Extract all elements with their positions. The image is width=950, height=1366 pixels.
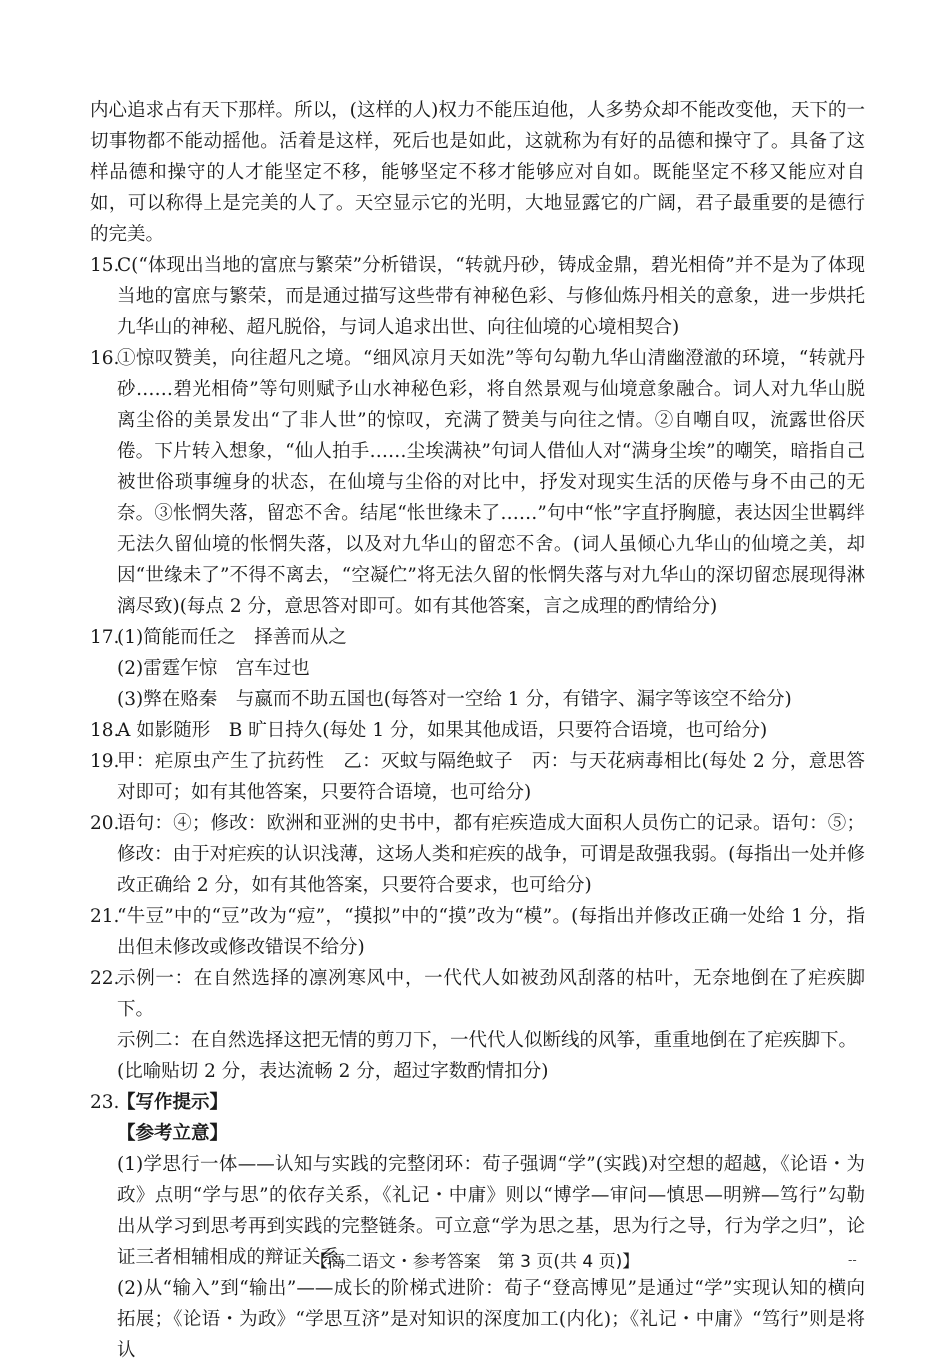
page-content (90, 95, 865, 1366)
answer-text: 语句：④；修改：欧洲和亚洲的史书中，都有疟疾造成大面积人员伤亡的记录。语句：⑤；修改：由于对疟疾的认识浅薄，这场人类和疟疾的战争，可谓是敌强我弱。(每指出一处并修改正确给 2 分，如有其他答案，只要符合要求，也可给分) (117, 813, 865, 896)
answer-line: (3)弊在赂秦 与嬴而不助五国也(每答对一空给 1 分，有错字、漏字等该空不给分) (117, 689, 792, 710)
item-number: 23. (90, 1092, 120, 1113)
item-number: 20. (90, 813, 120, 834)
corner-mark: -- (848, 1253, 857, 1267)
item-number: 21. (90, 906, 120, 927)
answer-line: 示例一：在自然选择的凛冽寒风中，一代代人如被劲风刮落的枯叶，无奈地倒在了疟疾脚下。 (117, 968, 865, 1020)
answer-text: ①惊叹赞美，向往超凡之境。“细风凉月天如洗”等句勾勒九华山清幽澄澈的环境，“转就丹砂……碧光相倚”等句则赋予山水神秘色彩，将自然景观与仙境意象融合。词人对九华山脱离尘俗的美景发出“了非人世”的惊叹，充满了赞美与向往之情。②自嘲自叹，流露世俗厌倦。下片转入想象，“仙人拍手……尘埃满袂”句词人借仙人对“满身尘埃”的嘲笑，暗指自己被世俗琐事缠身的状态，在仙境与尘俗的对比中，抒发对现实生活的厌倦与身不由己的无奈。③怅惘失落，留恋不舍。结尾“怅世缘未了……”句中“怅”字直抒胸臆，表达因尘世羁绊无法久留仙境的怅惘失落，以及对九华山的留恋不舍。(词人虽倾心九华山的仙境之美，却因“世缘未了”不得不离去，“空凝伫”将无法久留的怅惘失落与对九华山的深切留恋展现得淋漓尽致)(每点 2 分，意思答对即可。如有其他答案，言之成理的酌情给分) (117, 348, 865, 617)
answer-text: “牛豆”中的“豆”改为“痘”，“摸拟”中的“摸”改为“模”。(每指出并修改正确一处给 1 分，指出但未修改或修改错误不给分) (117, 906, 865, 958)
item-number: 16. (90, 348, 120, 369)
answer-line: (比喻贴切 2 分，表达流畅 2 分，超过字数酌情扣分) (117, 1061, 549, 1082)
item-number: 19. (90, 751, 120, 772)
answer-line: (2)雷霆乍惊 宫车过也 (117, 658, 310, 679)
answer-text: A 如影随形 B 旷日持久(每处 1 分，如果其他成语，只要符合语境，也可给分) (117, 720, 768, 741)
item-number: 17. (90, 627, 120, 648)
page-footer: 【高二语文・参考答案 第 3 页(共 4 页)】 (310, 1252, 640, 1272)
answer-item-18 (90, 715, 865, 746)
answer-item-16 (90, 343, 865, 622)
reference-point-1: (1)学思行一体——认知与实践的完整闭环：荀子强调“学”(实践)对空想的超越，《论语・为政》点明“学与思”的依存关系，《礼记・中庸》则以“博学—审问—慎思—明辨—笃行”勾勒出从学习到思考再到实践的完整链条。可立意“学为思之基，思为行之导，行为学之归”，论证三者相辅相成的辩证关系。 (117, 1154, 865, 1268)
answer-text: C(“体现出当地的富庶与繁荣”分析错误，“转就丹砂，铸成金鼎，碧光相倚”并不是为了体现当地的富庶与繁荣，而是通过描写这些带有神秘色彩、与修仙炼丹相关的意象，进一步烘托九华山的神秘、超凡脱俗，与词人追求出世、向往仙境的心境相契合) (117, 255, 865, 338)
writing-tips-heading: 【写作提示】 (117, 1092, 229, 1113)
reference-point-2: (2)从“输入”到“输出”——成长的阶梯式进阶：荀子“登高博见”是通过“学”实现认知的横向拓展；《论语・为政》“学思互济”是对知识的深度加工(内化)；《礼记・中庸》“笃行”则是将认 (117, 1278, 865, 1361)
answer-item-21 (90, 901, 865, 963)
answer-item-23 (90, 1087, 865, 1118)
answer-line: 示例二：在自然选择这把无情的剪刀下，一代代人似断线的风筝，重重地倒在了疟疾脚下。 (117, 1030, 858, 1051)
item-number: 15. (90, 255, 120, 276)
translation-continuation: 内心追求占有天下那样。所以，(这样的人)权力不能压迫他，人多势众却不能改变他，天下的一切事物都不能动摇他。活着是这样，死后也是如此，这就称为有好的品德和操守了。具备了这样品德和操守的人才能坚定不移，能够坚定不移才能够应对自如。既能坚定不移又能应对自如，可以称得上是完美的人了。天空显示它的光明，大地显露它的广阔，君子最重要的是德行的完美。 (90, 100, 865, 245)
reference-heading: 【参考立意】 (117, 1123, 229, 1144)
answer-text: 甲：疟原虫产生了抗药性 乙：灭蚊与隔绝蚊子 丙：与天花病毒相比(每处 2 分，意思答对即可；如有其他答案，只要符合语境，也可给分) (117, 751, 865, 803)
answer-item-20 (90, 808, 865, 901)
answer-item-17 (90, 622, 865, 715)
answer-line: (1)简能而任之 择善而从之 (117, 627, 347, 648)
answer-item-15 (90, 250, 865, 343)
answer-item-19 (90, 746, 865, 808)
answer-item-22 (90, 963, 865, 1087)
item-number: 18. (90, 720, 120, 741)
item-number: 22. (90, 968, 120, 989)
